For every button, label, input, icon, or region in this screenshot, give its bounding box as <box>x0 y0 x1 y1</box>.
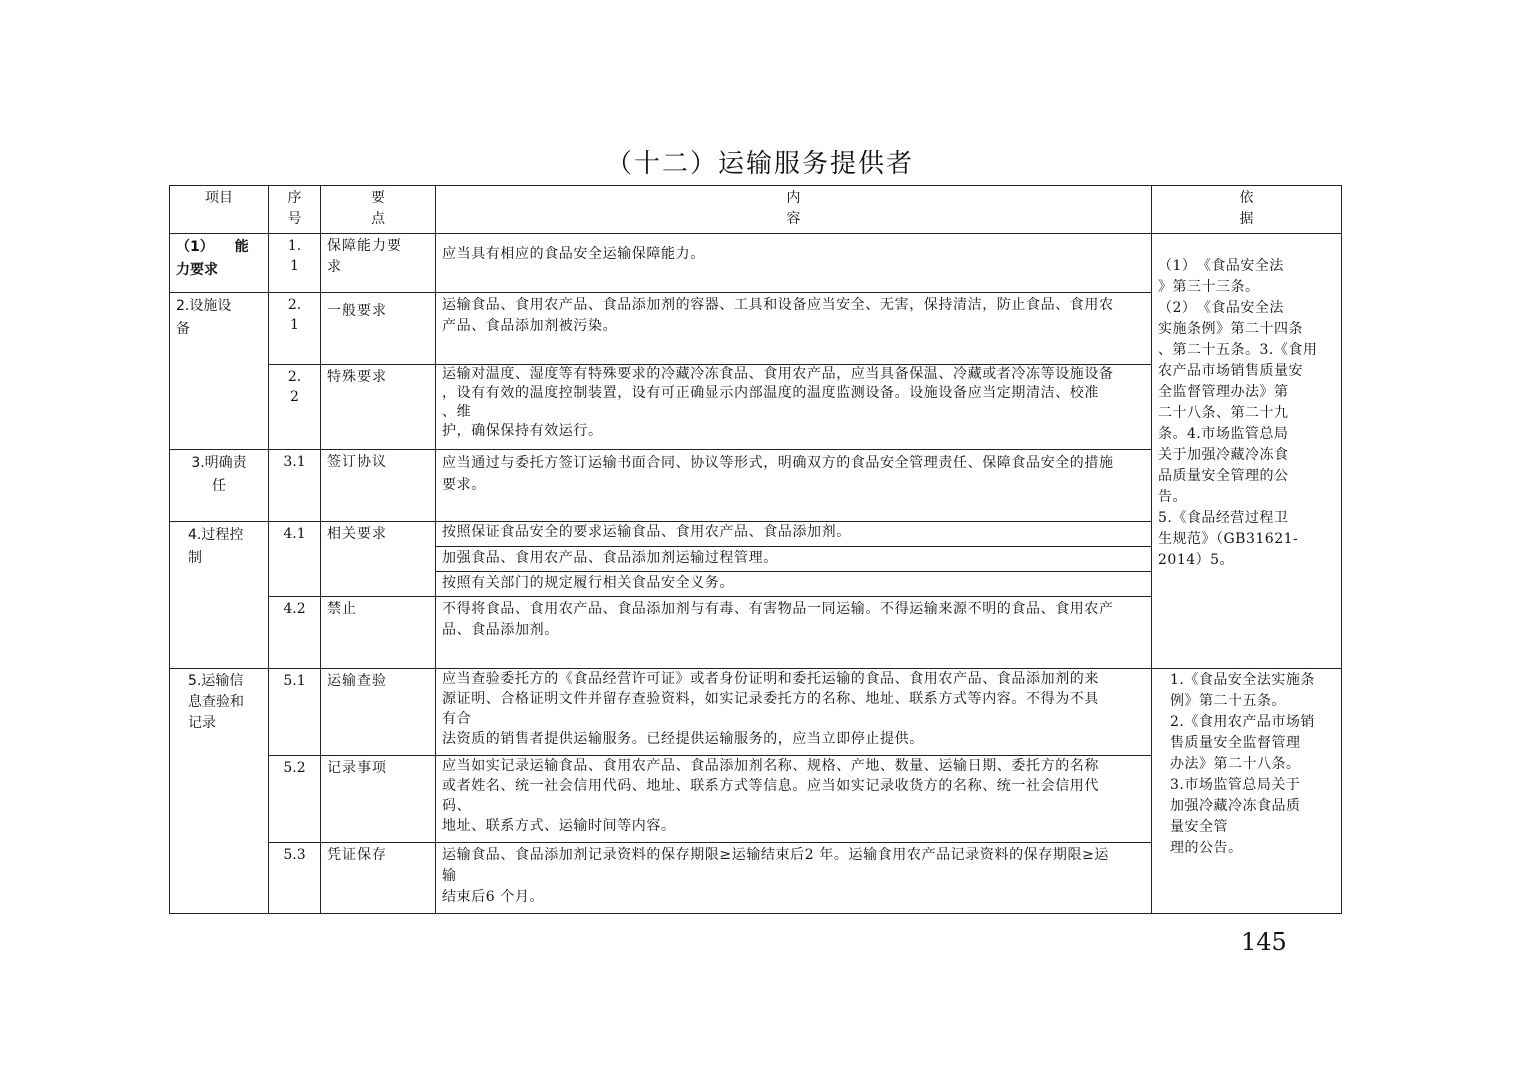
header-point: 要 点 <box>321 186 436 234</box>
seq-cell: 4.2 <box>269 597 321 669</box>
content-cell: 运输食品、食用农产品、食品添加剂的容器、工具和设备应当安全、无害，保持清洁，防止食品、食用农 产品、食品添加剂被污染。 <box>436 293 1152 365</box>
header-seq: 序 号 <box>269 186 321 234</box>
seq-cell: 5.2 <box>269 756 321 843</box>
content-cell: 运输对温度、湿度等有特殊要求的冷藏冷冻食品、食用农产品，应当具备保温、冷藏或者冷冻等设施设备 ，设有有效的温度控制装置，设有可正确显示内部温度的温度监测设备。设施设备应当定期清洁、校准 、维 护，确保保持有效运行。 <box>436 365 1152 450</box>
item-cell: 4.过程控 制 <box>170 522 269 669</box>
seq-cell: 2. 1 <box>269 293 321 365</box>
point-cell: 特殊要求 <box>321 365 436 450</box>
regulation-table <box>169 185 1342 914</box>
content-cell: 应当如实记录运输食品、食用农产品、食品添加剂名称、规格、产地、数量、运输日期、委托方的名称 或者姓名、统一社会信用代码、地址、联系方式等信息。应当如实记录收货方的名称、统一社会信用代 码、 地址、联系方式、运输时间等内容。 <box>436 756 1152 843</box>
item-cell: 2.设施设 备 <box>170 293 269 450</box>
content-cell: 按照保证食品安全的要求运输食品、食用农产品、食品添加剂。 <box>436 522 1152 547</box>
seq-cell: 5.1 <box>269 669 321 756</box>
basis-cell: 1.《食品安全法实施条 例》第二十五条。 2.《食用农产品市场销 售质量安全监督管理 办法》第二十八条。 3.市场监管总局关于 加强冷藏冷冻食品质 量安全管 理的公告。 <box>1152 669 1342 914</box>
table-row <box>170 234 1342 293</box>
header-content: 内 容 <box>436 186 1152 234</box>
content-cell: 应当具有相应的食品安全运输保障能力。 <box>436 234 1152 293</box>
content-cell: 不得将食品、食用农产品、食品添加剂与有毒、有害物品一同运输。不得运输来源不明的食品、食用农产 品、食品添加剂。 <box>436 597 1152 669</box>
seq-cell: 3.1 <box>269 450 321 522</box>
seq-cell: 4.1 <box>269 522 321 597</box>
point-cell: 签订协议 <box>321 450 436 522</box>
point-cell: 运输查验 <box>321 669 436 756</box>
point-cell: 相关要求 <box>321 522 436 597</box>
point-cell: 一般要求 <box>321 293 436 365</box>
content-cell: 运输食品、食品添加剂记录资料的保存期限≥运输结束后2 年。运输食用农产品记录资料的保存期限≥运 输 结束后6 个月。 <box>436 843 1152 914</box>
basis-cell: （1） 《食品安全法 》第三十三条。 （2） 《食品安全法 实施条例》第二十四条 、第二十五条。3.《食用 农产品市场销售质量安 全监督管理办法》第 二十八条、第二十九 条。4.市场监管总局 关于加强冷藏冷冻食 品质量安全管理的公 告。 5.《食品经营过程卫 生规范》（GB31621- 2014）5。 <box>1152 234 1342 669</box>
seq-cell: 5.3 <box>269 843 321 914</box>
header-item: 项目 <box>170 186 269 234</box>
item-cell: （1） 能 力要求 <box>170 234 269 293</box>
content-cell: 应当查验委托方的《食品经营许可证》或者身份证明和委托运输的食品、食用农产品、食品添加剂的来 源证明、合格证明文件并留存查验资料，如实记录委托方的名称、地址、联系方式等内容。不得为不具 有合 法资质的销售者提供运输服务。已经提供运输服务的，应当立即停止提供。 <box>436 669 1152 756</box>
item-cell: 5.运输信 息查验和 记录 <box>170 669 269 914</box>
content-cell: 按照有关部门的规定履行相关食品安全义务。 <box>436 572 1152 597</box>
point-cell: 禁止 <box>321 597 436 669</box>
item-cell: 3.明确责 任 <box>170 450 269 522</box>
table-header-row <box>170 186 1342 234</box>
page-number: 145 <box>1241 928 1287 956</box>
table-row <box>170 669 1342 756</box>
seq-cell: 1. 1 <box>269 234 321 293</box>
point-cell: 保障能力要 求 <box>321 234 436 293</box>
seq-cell: 2. 2 <box>269 365 321 450</box>
page-title: （十二）运输服务提供者 <box>605 149 914 179</box>
content-cell: 加强食品、食用农产品、食品添加剂运输过程管理。 <box>436 547 1152 572</box>
content-cell: 应当通过与委托方签订运输书面合同、协议等形式，明确双方的食品安全管理责任、保障食品安全的措施 要求。 <box>436 450 1152 522</box>
point-cell: 记录事项 <box>321 756 436 843</box>
header-basis: 依 据 <box>1152 186 1342 234</box>
point-cell: 凭证保存 <box>321 843 436 914</box>
